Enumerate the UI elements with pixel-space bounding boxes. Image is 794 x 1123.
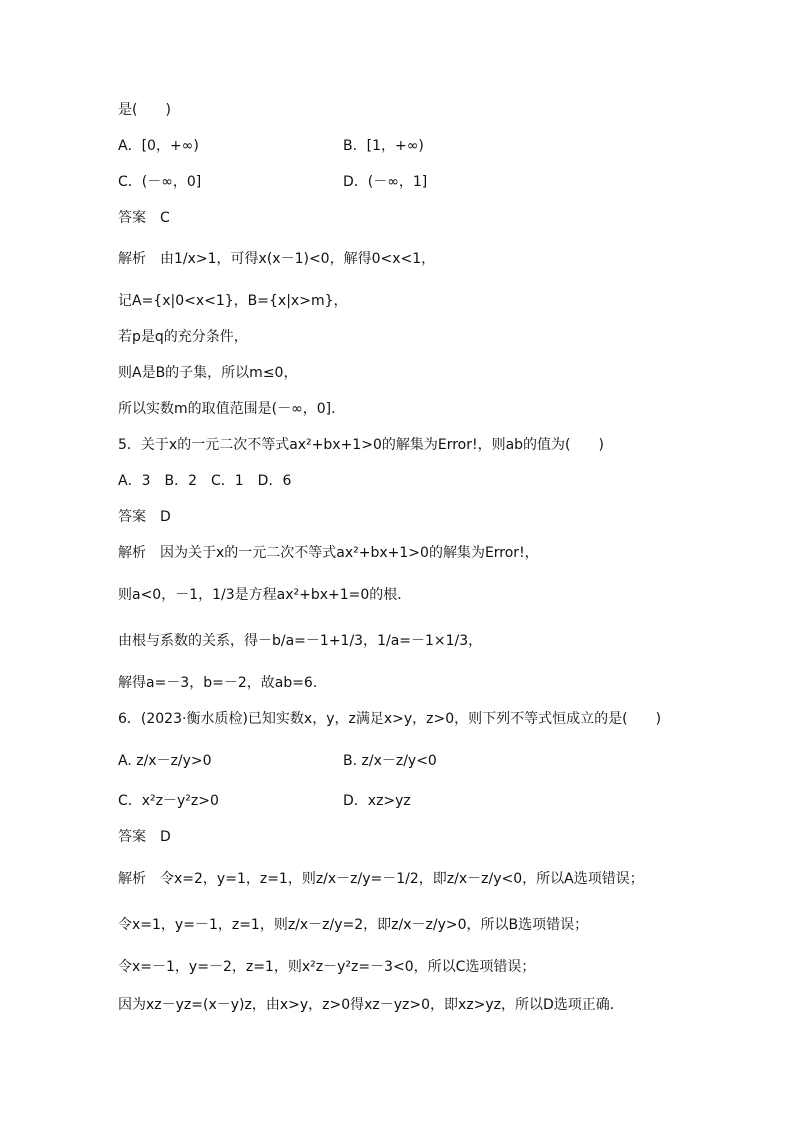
q4-analysis-line-5: 所以实数m的取值范围是(－∞，0]． bbox=[118, 401, 346, 417]
q6-analysis-line-1: 解析 令x=2，y=1，z=1，则z/x－z/y=－1/2，即z/x－z/y<0，所以A选项错误； bbox=[118, 871, 644, 887]
q4-option-d: D．(－∞，1] bbox=[343, 174, 428, 190]
q4-option-c: C．(－∞，0] bbox=[118, 174, 202, 190]
q4-option-b: B．[1，+∞) bbox=[343, 138, 424, 154]
q4-analysis-line-1: 解析 由1/x>1，可得x(x－1)<0，解得0<x<1， bbox=[118, 251, 436, 267]
q4-answer: 答案 C bbox=[118, 210, 170, 226]
q6-analysis-line-2: 令x=1，y=－1，z=1，则z/x－z/y=2，即z/x－z/y>0，所以B选项错误； bbox=[118, 917, 589, 933]
q5-analysis-line-1: 解析 因为关于x的一元二次不等式ax²+bx+1>0的解集为Error!， bbox=[118, 545, 539, 561]
q4-analysis-line-2: 记A={x|0<x<1}，B={x|x>m}， bbox=[118, 293, 348, 309]
q5-analysis-line-4: 解得a=－3，b=－2，故ab=6. bbox=[118, 675, 318, 691]
q4-analysis-line-4: 则A是B的子集，所以m≤0， bbox=[118, 365, 298, 381]
q6-analysis-line-3: 令x=－1，y=－2，z=1，则x²z－y²z=－3<0，所以C选项错误； bbox=[118, 959, 536, 975]
q5-analysis-line-2: 则a<0，－1，1/3是方程ax²+bx+1=0的根． bbox=[118, 587, 412, 603]
q6-option-b: B. z/x－z/y<0 bbox=[343, 753, 437, 769]
q4-option-a: A．[0，+∞) bbox=[118, 138, 199, 154]
q6-answer: 答案 D bbox=[118, 829, 171, 845]
q6-option-c: C．x²z－y²z>0 bbox=[118, 793, 219, 809]
q5-stem: 5．关于x的一元二次不等式ax²+bx+1>0的解集为Error!，则ab的值为( ) bbox=[118, 437, 604, 453]
q5-answer: 答案 D bbox=[118, 509, 171, 525]
q4-analysis-line-3: 若p是q的充分条件， bbox=[118, 329, 248, 345]
q5-options: A．3 B．2 C．1 D．6 bbox=[118, 473, 292, 489]
q6-option-d: D．xz>yz bbox=[343, 793, 411, 809]
q6-option-a: A. z/x－z/y>0 bbox=[118, 753, 212, 769]
q6-stem: 6．(2023·衡水质检)已知实数x，y，z满足x>y，z>0，则下列不等式恒成立的是( ) bbox=[118, 711, 662, 727]
q6-analysis-line-4: 因为xz－yz=(x－y)z，由x>y，z>0得xz－yz>0，即xz>yz，所以D选项正确． bbox=[118, 997, 624, 1013]
q5-analysis-line-3: 由根与系数的关系，得－b/a=－1+1/3，1/a=－1×1/3， bbox=[118, 633, 483, 649]
q4-stem-tail: 是( ) bbox=[118, 102, 171, 118]
